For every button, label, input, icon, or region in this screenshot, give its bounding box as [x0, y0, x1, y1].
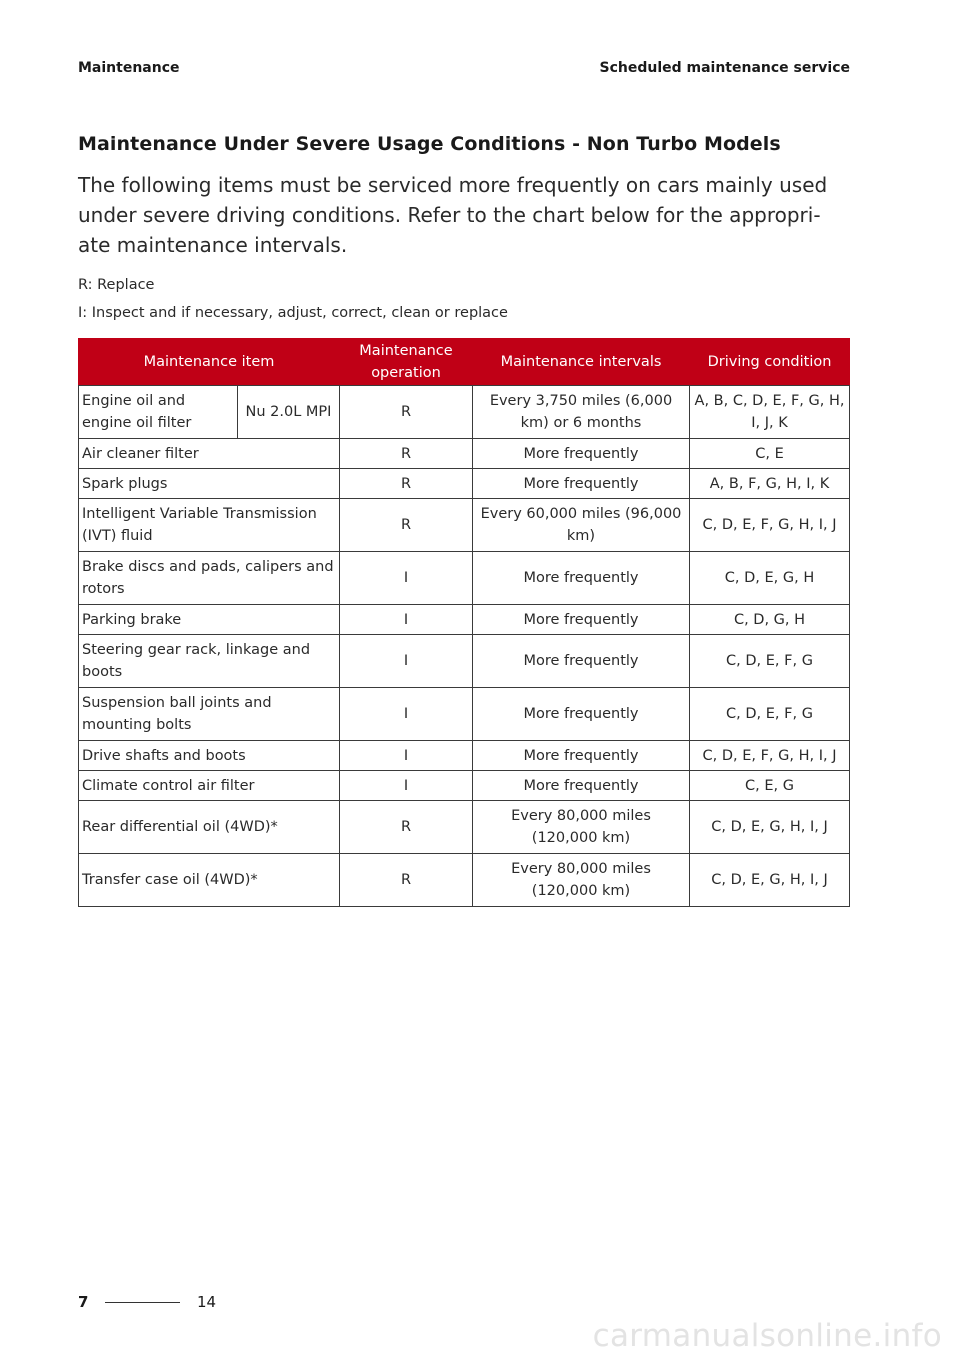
- cell-condition: C, D, E, F, G, H, I, J: [690, 741, 850, 771]
- header-maintenance-item: Maintenance item: [79, 339, 340, 386]
- table-row: [79, 801, 850, 854]
- watermark: carmanualsonline.info: [592, 1318, 942, 1354]
- cell-operation: I: [340, 552, 473, 605]
- cell-interval: Every 3,750 miles (6,000 km) or 6 months: [473, 386, 690, 439]
- section-title: Maintenance Under Severe Usage Conditions - Non Turbo Models: [78, 133, 781, 155]
- legend-replace: R: Replace: [78, 277, 155, 293]
- cell-condition: C, D, E, F, G: [690, 635, 850, 688]
- legend-inspect: I: Inspect and if necessary, adjust, correct, clean or replace: [78, 305, 508, 321]
- header-maintenance-operation: Maintenance operation: [340, 339, 473, 386]
- footer-page-number: 14: [197, 1293, 217, 1311]
- table-row: [79, 386, 850, 439]
- cell-operation: I: [340, 635, 473, 688]
- cell-item: Rear differential oil (4WD)*: [79, 801, 340, 854]
- cell-interval: More frequently: [473, 439, 690, 469]
- cell-condition: A, B, C, D, E, F, G, H, I, J, K: [690, 386, 850, 439]
- cell-item: Climate control air filter: [79, 771, 340, 801]
- cell-item: Spark plugs: [79, 469, 340, 499]
- cell-operation: I: [340, 688, 473, 741]
- cell-condition: C, E: [690, 439, 850, 469]
- cell-item: Engine oil and engine oil filter: [79, 386, 238, 439]
- cell-interval: Every 60,000 miles (96,000 km): [473, 499, 690, 552]
- table-header-row: [79, 339, 850, 386]
- cell-operation: R: [340, 801, 473, 854]
- cell-operation: R: [340, 386, 473, 439]
- cell-item: Suspension ball joints and mounting bolts: [79, 688, 340, 741]
- cell-interval: More frequently: [473, 605, 690, 635]
- maintenance-table: [78, 338, 850, 907]
- cell-condition: C, D, G, H: [690, 605, 850, 635]
- footer-chapter-number: 7: [78, 1293, 89, 1311]
- header-maintenance-intervals: Maintenance intervals: [473, 339, 690, 386]
- header-driving-condition: Driving condition: [690, 339, 850, 386]
- cell-interval: More frequently: [473, 552, 690, 605]
- cell-operation: I: [340, 771, 473, 801]
- cell-item: Transfer case oil (4WD)*: [79, 854, 340, 907]
- cell-item: Parking brake: [79, 605, 340, 635]
- cell-operation: R: [340, 854, 473, 907]
- running-header-chapter: Maintenance: [78, 60, 180, 76]
- cell-interval: More frequently: [473, 635, 690, 688]
- cell-interval: More frequently: [473, 741, 690, 771]
- intro-paragraph: The following items must be serviced more frequently on cars mainly used under severe driving conditions. Refer to the chart below for the appropri- ate maintenance intervals.: [78, 173, 828, 257]
- cell-interval: Every 80,000 miles (120,000 km): [473, 801, 690, 854]
- table-row: [79, 499, 850, 552]
- table-row: [79, 605, 850, 635]
- cell-condition: C, D, E, F, G: [690, 688, 850, 741]
- table-row: [79, 741, 850, 771]
- table-row: [79, 688, 850, 741]
- cell-item: Intelligent Variable Transmission (IVT) fluid: [79, 499, 340, 552]
- cell-item: Drive shafts and boots: [79, 741, 340, 771]
- cell-operation: R: [340, 499, 473, 552]
- cell-operation: I: [340, 741, 473, 771]
- table-row: [79, 635, 850, 688]
- cell-operation: R: [340, 439, 473, 469]
- table-row: [79, 771, 850, 801]
- cell-interval: More frequently: [473, 771, 690, 801]
- table-row: [79, 469, 850, 499]
- cell-item: Steering gear rack, linkage and boots: [79, 635, 340, 688]
- cell-condition: C, E, G: [690, 771, 850, 801]
- table-row: [79, 552, 850, 605]
- cell-item: Brake discs and pads, calipers and rotors: [79, 552, 340, 605]
- cell-engine-variant: Nu 2.0L MPI: [238, 386, 340, 439]
- cell-condition: C, D, E, F, G, H, I, J: [690, 499, 850, 552]
- cell-operation: R: [340, 469, 473, 499]
- cell-interval: Every 80,000 miles (120,000 km): [473, 854, 690, 907]
- cell-condition: C, D, E, G, H: [690, 552, 850, 605]
- cell-interval: More frequently: [473, 688, 690, 741]
- cell-condition: C, D, E, G, H, I, J: [690, 801, 850, 854]
- running-header-section: Scheduled maintenance service: [599, 60, 850, 76]
- table-row: [79, 854, 850, 907]
- cell-condition: A, B, F, G, H, I, K: [690, 469, 850, 499]
- cell-interval: More frequently: [473, 469, 690, 499]
- cell-operation: I: [340, 605, 473, 635]
- cell-condition: C, D, E, G, H, I, J: [690, 854, 850, 907]
- table-row: [79, 439, 850, 469]
- cell-item: Air cleaner filter: [79, 439, 340, 469]
- footer-divider: [105, 1302, 180, 1303]
